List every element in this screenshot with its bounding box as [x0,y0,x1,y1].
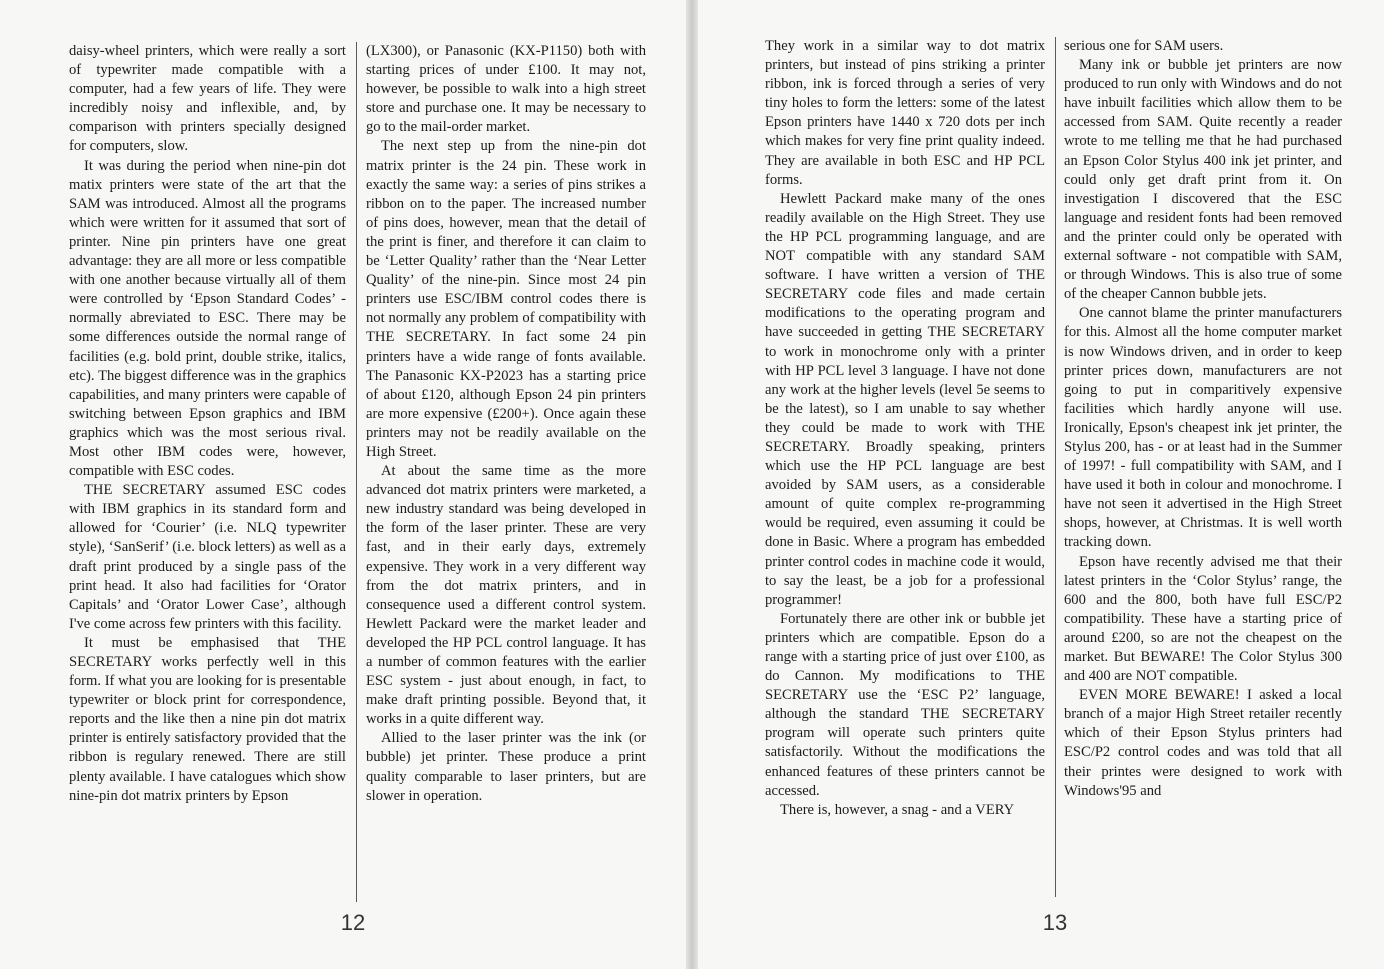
paragraph: EVEN MORE BEWARE! I asked a local branch of a major High Street retailer recently which of their Epson Stylus printers had ESC/P2 control codes and was told that all their printes were designed to work with Windows'95 and [1064,687,1342,799]
column-divider [1055,37,1056,897]
paragraph: The next step up from the nine-pin dot matrix printer is the 24 pin. These work in exactly the same way: a series of pins strikes a ribbon on to the paper. The increased number of pins does, however, mean that the detail of the print is finer, and therefore it can claim to be ‘Letter Quality’ rather than the ‘Near Letter Quality’ of the nine-pin. Since most 24 pin printers use ESC/IBM control codes there is not normally any problem of compatibility with THE SECRETARY. In fact some 24 pin printers have a wide range of fonts available. The Panasonic KX-P2023 has a starting price of about £120, although Epson 24 pin printers are more expensive (£200+). Once again these printers may not be readily available on the High Street. [366,138,646,460]
paragraph: There is, however, a snag - and a VERY [780,801,1015,818]
right-page-column-2 [1064,37,1342,895]
paragraph: Many ink or bubble jet printers are now produced to run only with Windows and do not have inbuilt facilities which allow them to be accessed from SAM. Quite recently a reader wrote to me telling me that he had purchased an Epson Color Stylus 400 ink jet printer, and could only get draft print from it. On investigation I discovered that the ESC language and resident fonts had been removed and the printer could only be operated with external software - not compatible with SAM, or through Windows. This is also true of some of the cheaper Cannon bubble jets. [1064,57,1342,303]
paragraph: Hewlett Packard make many of the ones readily available on the High Street. They use the HP PCL programming language, and are NOT compatible with any standard SAM software. I have written a version of THE SECRETARY code files and made certain modifications to the operating program and have succeeded in getting THE SECRETARY to work in monochrome only with a printer with HP PCL level 3 language. I have not done any work at the higher levels (level 5e seems to be the latest), so I am unable to say whether they could be made to work with THE SECRETARY. Broadly speaking, printers which use the HP PCL language are best avoided by SAM users, as a considerable amount of quite complex re-programming would be required, even assuming it could be done in Basic. Where a program has embedded printer control codes in machine code it would, to say the least, be a job for a professional programmer! [765,190,1045,608]
paragraph: THE SECRETARY assumed ESC codes with IBM graphics in its standard form and allowed for ‘Courier’ (i.e. NLQ typewriter style), ‘SanSerif’ (i.e. block letters) as well as a draft print produced by a single pass of the print head. It also had facilities for ‘Orator Capitals’ and ‘Orator Lower Case’, although I've come across few printers with this facility. [69,482,346,632]
paragraph: Allied to the laser printer was the ink (or bubble) jet printer. These produce a print quality comparable to laser printers, but are slower in operation. [366,730,646,804]
paragraph: It was during the period when nine-pin dot matix printers were state of the art that the SAM was introduced. Almost all the programs which were written for it assumed that sort of printer. Nine pin printers have one great advantage: they are all more or less compatible with one another because virtually all of them were controlled by ‘Epson Standard Codes’ - normally abreviated to ESC. There may be some differences outside the normal range of facilities (e.g. bold print, double strike, italics, etc). The biggest difference was in the graphics capabilities, and many printers were capable of switching between Epson graphics and IBM graphics which was the most serious rival. Most other IBM codes were, however, compatible with ESC codes. [69,157,346,480]
page-number-right: 13 [1042,910,1068,935]
paragraph: One cannot blame the printer manufacturers for this. Almost all the home computer market is now Windows driven, and in order to keep printer prices down, manufacturers are not going to put in comparitively expensive facilities which hardly anyone will use. Ironically, Epson's cheapest ink jet printer, the Stylus 200, has - or at least had in the Summer of 1997! - full compatibility with SAM, and I have used it both in colour and monochrome. I have not seen it advertised in the High Street shops, however, at Christmas. It is well worth tracking down. [1064,305,1342,551]
paragraph: Epson have recently advised me that their latest printers in the ‘Color Stylus’ range, the 600 and the 800, both have full ESC/P2 compatibility. These have a starting price of around £200, so are not the cheapest on the market. But BEWARE! The Color Stylus 300 and 400 are NOT compatible. [1064,553,1342,685]
left-page-column-1 [69,42,346,900]
paragraph: It must be emphasised that THE SECRETARY works perfectly well in this form. If what you are looking for is presentable typewriter or block print for correspondence, reports and the like then a nine pin dot matrix printer is entirely satisfactory provided that the ribbon is regulary renewed. There are still plenty available. I have catalogues which show nine-pin dot matrix printers by Epson [69,634,346,804]
paragraph: Fortunately there are other ink or bubble jet printers which are compatible. Epson do a range with a starting price of just over £100, as do Cannon. My modifications to THE SECRETARY use the ‘ESC P2’ language, although the standard THE SECRETARY program will operate such printers quite satisfactorily. Without the modifications the enhanced features of these printers cannot be accessed. [765,610,1045,799]
paragraph: serious one for SAM users. [1064,38,1224,54]
paragraph: At about the same time as the more advanced dot matrix printers were marketed, a new industry standard was being developed in the form of the laser printer. These are very fast, and in their early days, extremely expensive. They work in a very different way from the dot matrix printers, and in consequence used a different control system. Hewlett Packard were the market leader and developed the HP PCL control language. It has a number of common features with the earlier ESC system - just about enough, in fact, to make draft printing possible. Beyond that, it works in a quite different way. [366,463,646,728]
paragraph: (LX300), or Panasonic (KX-P1150) both with starting prices of under £100. It may not, however, be possible to walk into a high street store and purchase one. It may be necessary to go to the mail-order market. [366,43,646,136]
left-page-column-2 [366,42,646,900]
paragraph: daisy-wheel printers, which were really a sort of typewriter made compatible with a computer, had a few years of life. They were incredibly noisy and inflexible, and, by comparison with printers specially designed for computers, slow. [69,43,346,155]
book-gutter [686,0,698,969]
page-number-left: 12 [340,910,366,935]
column-divider [356,42,357,902]
right-page-column-1 [765,37,1045,895]
paragraph: They work in a similar way to dot matrix printers, but instead of pins striking a printer ribbon, ink is forced through a series of very tiny holes to form the letters: some of the latest Epson printers have 1440 x 720 dots per inch which makes for very fine print quality indeed. They are available in both ESC and HP PCL forms. [765,38,1045,188]
